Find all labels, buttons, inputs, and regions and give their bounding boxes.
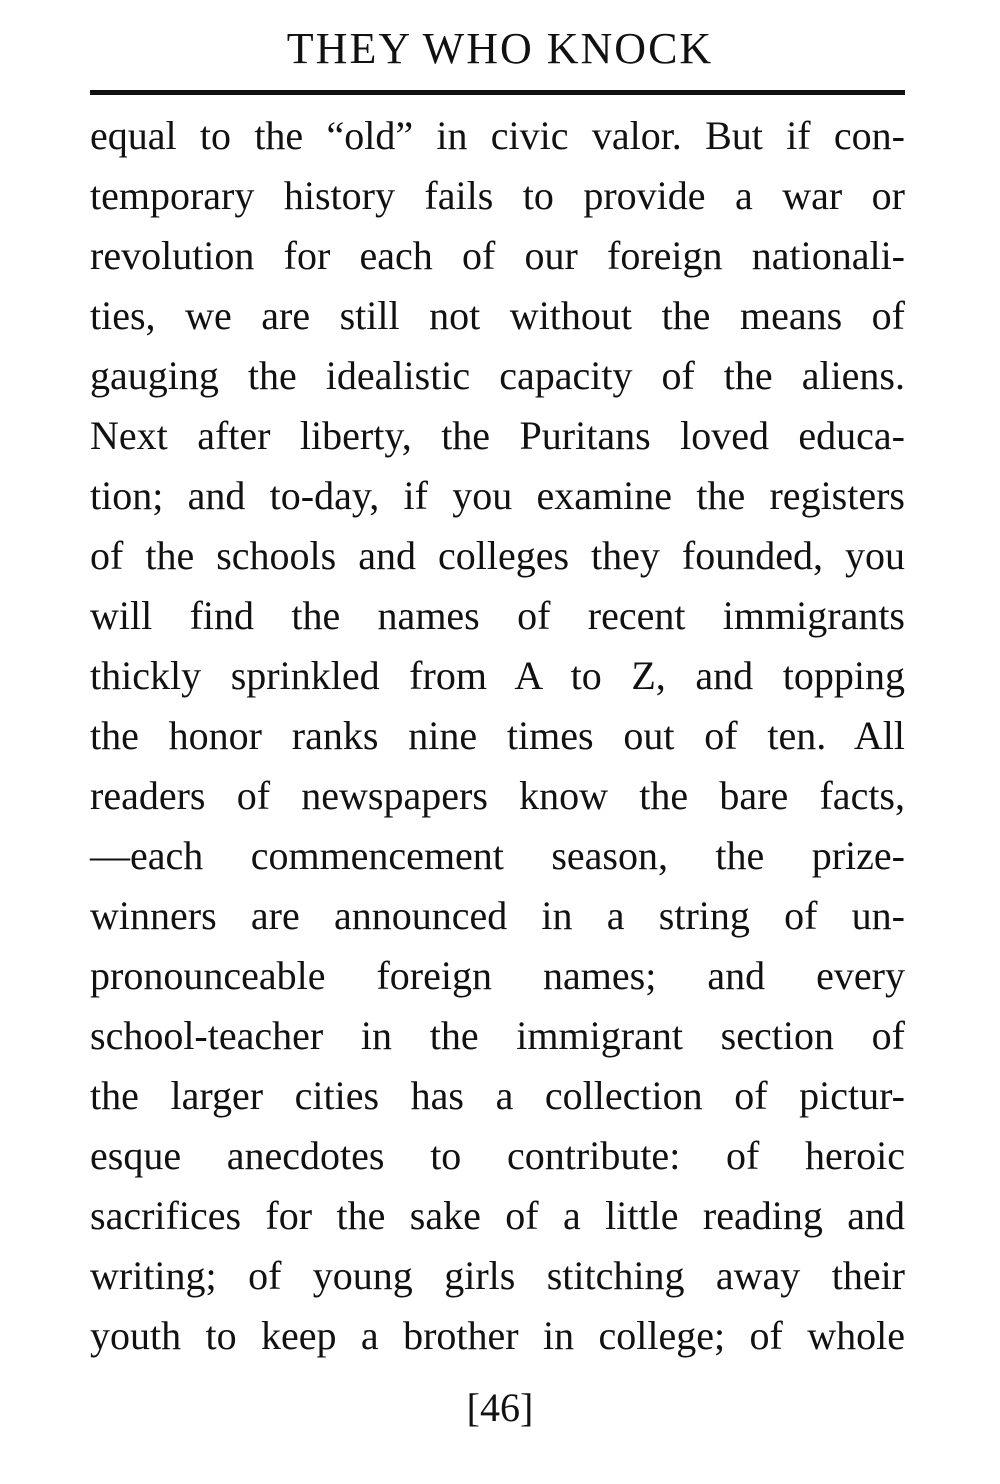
text-line: school-teacher in the immigrant section of	[90, 1013, 905, 1058]
text-line: the honor ranks nine times out of ten. All	[90, 713, 905, 758]
text-line: writing; of young girls stitching away their	[90, 1253, 905, 1298]
text-line: of the schools and colleges they founded, you	[90, 533, 905, 578]
text-line: —each commencement season, the prize-	[90, 833, 905, 878]
text-line: pronounceable foreign names; and every	[90, 953, 905, 998]
text-line: esque anecdotes to contribute: of heroic	[90, 1133, 905, 1178]
text-line: youth to keep a brother in college; of whole	[90, 1313, 905, 1358]
text-line: the larger cities has a collection of pictur-	[90, 1073, 905, 1118]
text-line: sacrifices for the sake of a little reading and	[90, 1193, 905, 1238]
text-line: readers of newspapers know the bare facts,	[90, 773, 905, 818]
text-line: temporary history fails to provide a war or	[90, 173, 905, 218]
text-line: winners are announced in a string of un-	[90, 893, 905, 938]
header-rule	[90, 90, 905, 95]
text-line: revolution for each of our foreign nationali-	[90, 233, 905, 278]
text-line: equal to the “old” in civic valor. But if con-	[90, 113, 905, 158]
text-line: gauging the idealistic capacity of the aliens.	[90, 353, 905, 398]
text-line: ties, we are still not without the means of	[90, 293, 905, 338]
text-line: tion; and to-day, if you examine the registers	[90, 473, 905, 518]
body-text	[90, 106, 905, 1366]
text-line: Next after liberty, the Puritans loved educa-	[90, 413, 905, 458]
text-line: thickly sprinkled from A to Z, and topping	[90, 653, 905, 698]
text-line: will find the names of recent immigrants	[90, 593, 905, 638]
running-head: THEY WHO KNOCK	[286, 24, 714, 73]
page-number: [46]	[466, 1385, 534, 1430]
